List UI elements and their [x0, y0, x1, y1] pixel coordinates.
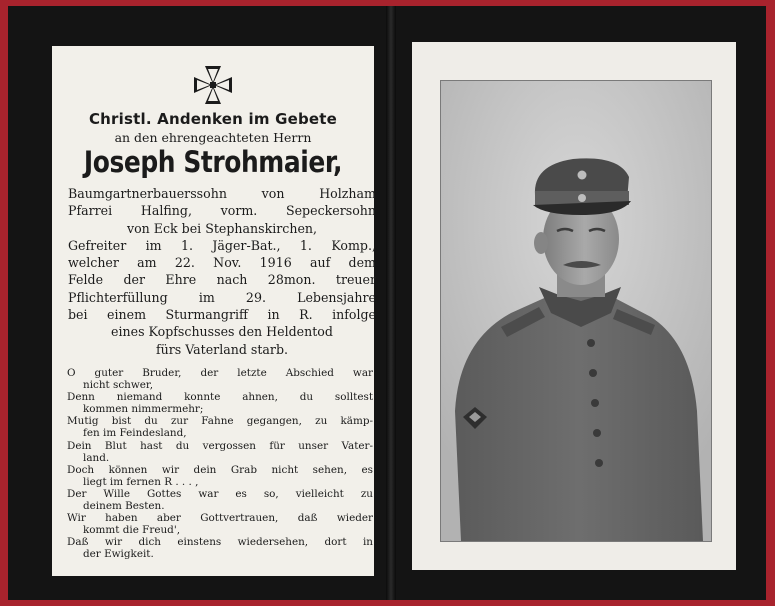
biography-text	[68, 185, 376, 358]
bio-line: Gefreiter im 1. Jäger-Bat., 1. Komp.,	[68, 237, 376, 253]
card-fold	[386, 6, 396, 600]
bio-line: welcher am 22. Nov. 1916 auf dem	[68, 255, 376, 271]
poem-line: fen im Feindesland,	[83, 427, 187, 440]
bio-line: von Eck bei Stephanskirchen,	[126, 220, 318, 236]
poem-line: land.	[83, 451, 110, 464]
poem-line: kommen nimmermehr;	[83, 403, 204, 416]
poem-line: Mutig bist du zur Fahne gegangen, zu kämp-	[67, 415, 373, 428]
bio-line: eines Kopfschusses den Heldentod	[111, 324, 333, 340]
memorial-text-panel	[52, 46, 374, 576]
soldier-figure	[441, 81, 711, 541]
memorial-poem	[67, 367, 373, 561]
portrait-panel	[412, 42, 736, 570]
iron-cross-icon	[191, 63, 235, 107]
poem-line: Daß wir dich einstens wiedersehen, dort in	[67, 536, 373, 549]
bio-line: Pflichterfüllung im 29. Lebensjahre	[68, 289, 376, 305]
bio-line: Felde der Ehre nach 28mon. treuer	[68, 272, 376, 288]
poem-line: O guter Bruder, der letzte Abschied war	[67, 367, 373, 379]
poem-line: Dein Blut hast du vergossen für unser Vater-	[67, 439, 373, 452]
poem-line: nicht schwer,	[83, 379, 154, 392]
deceased-name: Joseph Strohmaier,	[83, 145, 343, 179]
poem-line: Denn niemand konnte ahnen, du solltest	[67, 391, 373, 404]
soldier-portrait-photo	[440, 80, 712, 542]
poem-line: Doch können wir dein Grab nicht sehen, es	[67, 463, 373, 476]
bio-line: bei einem Sturmangriff in R. infolge	[68, 307, 376, 323]
poem-line: liegt im fernen R . . . ,	[83, 475, 199, 488]
poem-line: deinem Besten.	[83, 500, 165, 513]
memorial-heading: Christl. Andenken im Gebete	[88, 110, 338, 128]
bio-line: Baumgartnerbauerssohn von Holzham	[68, 186, 376, 201]
poem-line: kommt die Freud',	[83, 524, 180, 537]
bio-line: fürs Vaterland starb.	[155, 341, 289, 357]
poem-line: der Ewigkeit.	[83, 548, 154, 561]
poem-line: Der Wille Gottes war es so, vielleicht zu	[67, 487, 373, 500]
memorial-subheading: an den ehrengeachteten Herrn	[114, 130, 312, 145]
memorial-card	[8, 6, 766, 600]
bio-line: Pfarrei Halfing, vorm. Sepeckersohn	[68, 203, 376, 219]
poem-line: Wir haben aber Gottvertrauen, daß wieder	[67, 512, 373, 525]
